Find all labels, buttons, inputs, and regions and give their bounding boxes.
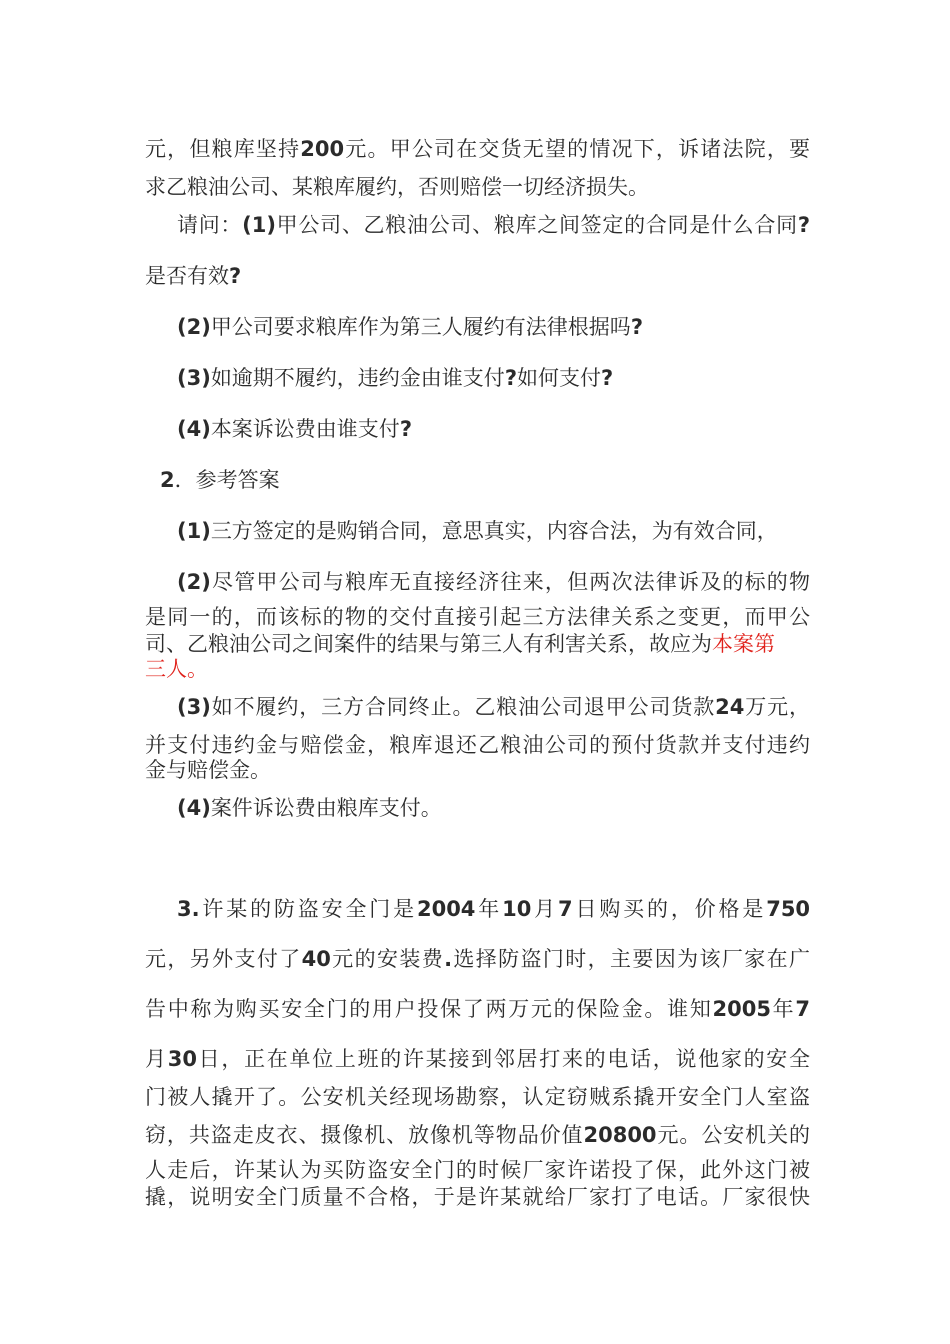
text-line: 并支付违约金与赔偿金，粮库退还乙粮油公司的预付货款并支付违约 [145, 733, 810, 757]
numeral-text: ? [229, 264, 242, 288]
text-line: 人走后，许某认为买防盗安全门的时候厂家许诺投了保，此外这门被 [145, 1158, 810, 1182]
question-item: (4)本案诉讼费由谁支付? [177, 417, 412, 441]
text-line: 是否有效? [145, 264, 242, 288]
text-line [145, 631, 810, 657]
numeral-text: (4) [177, 417, 211, 441]
text-line: (2)尽管甲公司与粮库无直接经济往来，但两次法律诉及的标的物 [177, 570, 810, 594]
text-line: 3.许某的防盗安全门是2004年10月7日购买的，价格是750 [177, 897, 811, 921]
numeral-text: 2 [160, 468, 175, 492]
numeral-text: (3) [177, 366, 211, 390]
text-span: 司、乙粮油公司之间案件的结果与第三人有利害关系，故应为 [145, 632, 712, 656]
numeral-text: 20800 [583, 1123, 657, 1147]
numeral-text: 2004 [416, 897, 476, 921]
section-heading: 2．参考答案 [160, 468, 280, 492]
text-line: 金与赔偿金。 [145, 758, 271, 782]
numeral-text: 30 [167, 1047, 197, 1071]
text-line: 撬，说明安全门质量不合格，于是许某就给厂家打了电话。厂家很快 [145, 1185, 810, 1209]
text-line: 请问：(1)甲公司、乙粮油公司、粮库之间签定的合同是什么合同? [177, 213, 811, 237]
answer-item: (1)三方签定的是购销合同，意思真实，内容合法，为有效合同， [177, 519, 778, 543]
text-line: 窃，共盗走皮衣、摄像机、放像机等物品价值20800元。公安机关的 [145, 1123, 811, 1147]
numeral-text: 3. [177, 897, 200, 921]
numeral-text: (2) [177, 570, 211, 594]
highlighted-text: 三人。 [145, 657, 208, 681]
text-line: 元，但粮库坚持200元。甲公司在交货无望的情况下，诉诸法院，要 [145, 137, 811, 161]
numeral-text: (1) [242, 213, 276, 237]
text-line: 门被人撬开了。公安机关经现场勘察，认定窃贼系撬开安全门人室盗 [145, 1085, 810, 1109]
text-line: 月30日，正在单位上班的许某接到邻居打来的电话，说他家的安全 [145, 1047, 811, 1071]
text-line: 求乙粮油公司、某粮库履约，否则赔偿一切经济损失。 [145, 175, 649, 199]
numeral-text: 7 [795, 997, 811, 1021]
numeral-text: ? [504, 366, 517, 390]
numeral-text: 750 [766, 897, 811, 921]
numeral-text: 7 [558, 897, 573, 921]
question-item: (3)如逾期不履约，违约金由谁支付?如何支付? [177, 366, 614, 390]
numeral-text: 40 [301, 947, 331, 971]
question-item: (2)甲公司要求粮库作为第三人履约有法律根据吗? [177, 315, 643, 339]
text-line: 告中称为购买安全门的用户投保了两万元的保险金。谁知2005年7 [145, 997, 811, 1021]
numeral-text: 10 [502, 897, 532, 921]
numeral-text: (4) [177, 796, 211, 820]
numeral-text: ? [399, 417, 412, 441]
highlighted-text: 本案第 [712, 632, 775, 656]
text-line: (3)如不履约，三方合同终止。乙粮油公司退甲公司货款24万元， [177, 695, 811, 719]
numeral-text: (2) [177, 315, 211, 339]
numeral-text: ? [630, 315, 643, 339]
numeral-text: 24 [715, 695, 745, 719]
numeral-text: 200 [300, 137, 345, 161]
numeral-text: (3) [177, 695, 211, 719]
numeral-text: (1) [177, 519, 211, 543]
numeral-text: 2005 [712, 997, 771, 1021]
answer-item: (4)案件诉讼费由粮库支付。 [177, 796, 442, 820]
numeral-text: ? [797, 213, 811, 237]
text-line: 元，另外支付了40元的安装费.选择防盗门时，主要因为该厂家在广 [145, 947, 811, 971]
numeral-text: . [444, 947, 453, 971]
numeral-text: ? [601, 366, 614, 390]
text-line: 是同一的，而该标的物的交付直接引起三方法律关系之变更，而甲公 [145, 605, 810, 629]
